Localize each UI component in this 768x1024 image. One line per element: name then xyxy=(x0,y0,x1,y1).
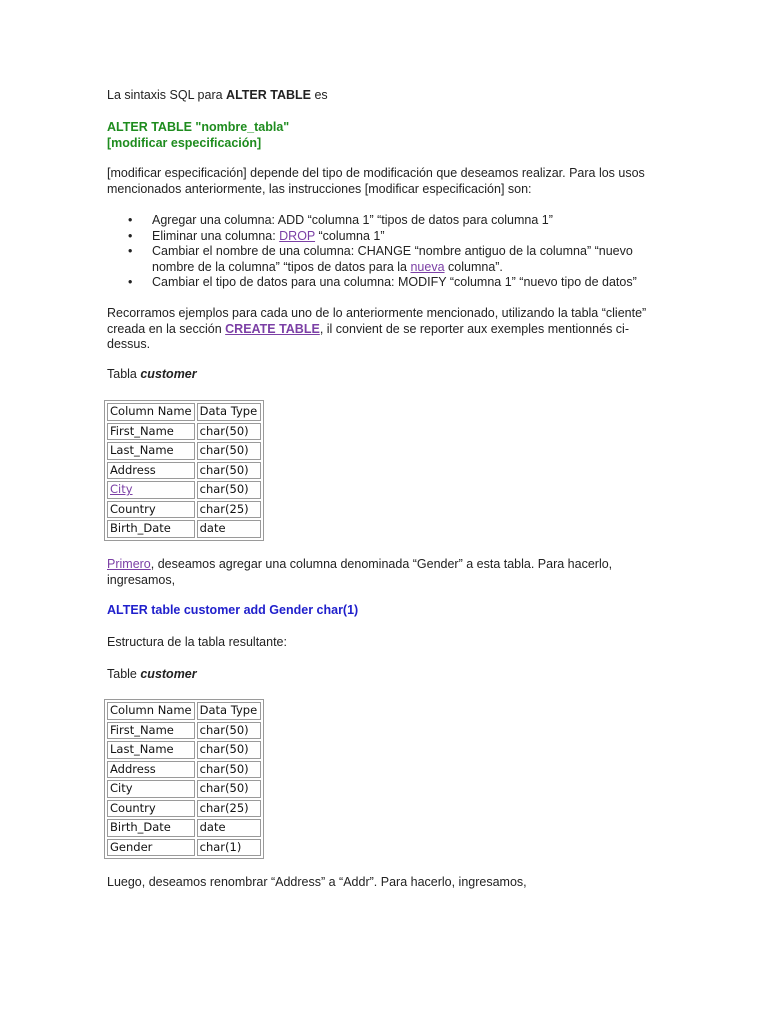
table-row xyxy=(107,780,261,798)
bullet-icon: • xyxy=(128,228,133,243)
table-row xyxy=(107,501,261,519)
list-item-text: “columna 1” xyxy=(315,228,385,243)
bullet-icon: • xyxy=(128,275,133,289)
column-header: Data Type xyxy=(197,702,261,720)
explanation-paragraph: [modificar especificación] depende del tipo de modificación que deseamos realizar. Para los usos mencionados anteriormente, las instrucciones [modificar especificación] son: xyxy=(107,166,645,196)
table-cell: char(50) xyxy=(197,722,261,740)
primero-link[interactable]: Primero xyxy=(107,557,151,571)
table-cell: Gender xyxy=(107,839,195,857)
table-row xyxy=(107,761,261,779)
column-header: Column Name xyxy=(107,702,195,720)
table1-caption-name: customer xyxy=(140,367,197,381)
table-cell: Last_Name xyxy=(107,741,195,759)
list-item xyxy=(107,244,667,275)
table-row xyxy=(107,722,261,740)
table2-caption-name: customer xyxy=(140,667,197,681)
table2-caption-label: Table xyxy=(107,667,141,681)
customer-table-result xyxy=(104,699,264,859)
list-item-text: Cambiar el nombre de una columna: CHANGE “nombre antiguo de la columna” “nuevo nombre de la columna” “tipos de datos para la xyxy=(152,244,633,274)
table-row xyxy=(107,462,261,480)
bullet-icon: • xyxy=(128,244,133,258)
list-item-text: Agregar una columna: ADD “columna 1” “tipos de datos para columna 1” xyxy=(152,213,553,227)
nueva-link[interactable]: nueva xyxy=(410,259,445,274)
table-cell: char(50) xyxy=(197,741,261,759)
table-cell: char(1) xyxy=(197,839,261,857)
examples-paragraph xyxy=(107,306,667,353)
table-cell: Country xyxy=(107,501,195,519)
table-cell: char(50) xyxy=(197,462,261,480)
syntax-line-2: [modificar especificación] xyxy=(107,135,262,150)
intro-prefix: La sintaxis SQL para xyxy=(107,88,227,102)
table-cell: char(50) xyxy=(197,761,261,779)
intro-paragraph xyxy=(107,88,667,104)
table-cell: date xyxy=(197,520,261,538)
table1-caption-label: Tabla xyxy=(107,367,141,381)
syntax-block xyxy=(107,120,667,151)
primero-paragraph xyxy=(107,557,667,588)
column-header: Data Type xyxy=(197,403,261,421)
table-row xyxy=(107,423,261,441)
customer-table xyxy=(104,400,264,541)
table-cell: char(25) xyxy=(197,501,261,519)
table-cell: Birth_Date xyxy=(107,819,195,837)
table-row xyxy=(107,819,261,837)
list-item xyxy=(107,275,667,291)
primero-text: , deseamos agregar una columna denominada “Gender” a esta tabla. Para hacerlo, ingresamos, xyxy=(107,557,613,587)
table-row xyxy=(107,481,261,499)
table-cell: Country xyxy=(107,800,195,818)
table-cell: char(50) xyxy=(197,481,261,499)
drop-link[interactable]: DROP xyxy=(279,228,316,243)
table-row xyxy=(107,442,261,460)
table1-caption xyxy=(107,367,667,383)
table-cell: Birth_Date xyxy=(107,520,195,538)
syntax-line-1: ALTER TABLE "nombre_tabla" xyxy=(107,120,290,134)
table-cell: Last_Name xyxy=(107,442,195,460)
table-row xyxy=(107,520,261,538)
table-row xyxy=(107,741,261,759)
table-cell: Address xyxy=(107,462,195,480)
alter-command: ALTER table customer add Gender char(1) xyxy=(107,603,359,617)
create-table-link[interactable]: CREATE TABLE xyxy=(225,321,320,336)
modification-list xyxy=(107,213,667,291)
column-header: Column Name xyxy=(107,403,195,421)
examples-text: Recorramos ejemplos para cada uno de lo anteriormente mencionado, utilizando la tabla “cliente” creada en la sección xyxy=(107,306,647,336)
table-cell: char(25) xyxy=(197,800,261,818)
table-cell: char(50) xyxy=(197,423,261,441)
examples-text-end: , il convient de se reporter aux exemples mentionnés ci-dessus. xyxy=(107,321,629,351)
table-cell: char(50) xyxy=(197,442,261,460)
table-row xyxy=(107,839,261,857)
table-cell xyxy=(107,481,195,499)
list-item-text: Eliminar una columna: xyxy=(152,228,280,243)
table-cell: First_Name xyxy=(107,722,195,740)
city-link[interactable]: City xyxy=(110,482,133,496)
list-item xyxy=(107,229,667,245)
table-cell: char(50) xyxy=(197,780,261,798)
table-cell: date xyxy=(197,819,261,837)
list-item-text: columna”. xyxy=(444,259,503,274)
result-label: Estructura de la tabla resultante: xyxy=(107,635,287,649)
table2-caption xyxy=(107,667,667,683)
table-cell: First_Name xyxy=(107,423,195,441)
intro-keyword: ALTER TABLE xyxy=(226,88,311,102)
table-header-row xyxy=(107,702,261,720)
intro-suffix: es xyxy=(311,88,328,102)
table-cell: Address xyxy=(107,761,195,779)
luego-paragraph: Luego, deseamos renombrar “Address” a “Addr”. Para hacerlo, ingresamos, xyxy=(107,875,527,889)
bullet-icon: • xyxy=(128,213,133,227)
table-row xyxy=(107,800,261,818)
list-item-text: Cambiar el tipo de datos para una columna: MODIFY “columna 1” “nuevo tipo de datos” xyxy=(152,275,637,289)
table-header-row xyxy=(107,403,261,421)
list-item xyxy=(107,213,667,229)
table-cell: City xyxy=(107,780,195,798)
